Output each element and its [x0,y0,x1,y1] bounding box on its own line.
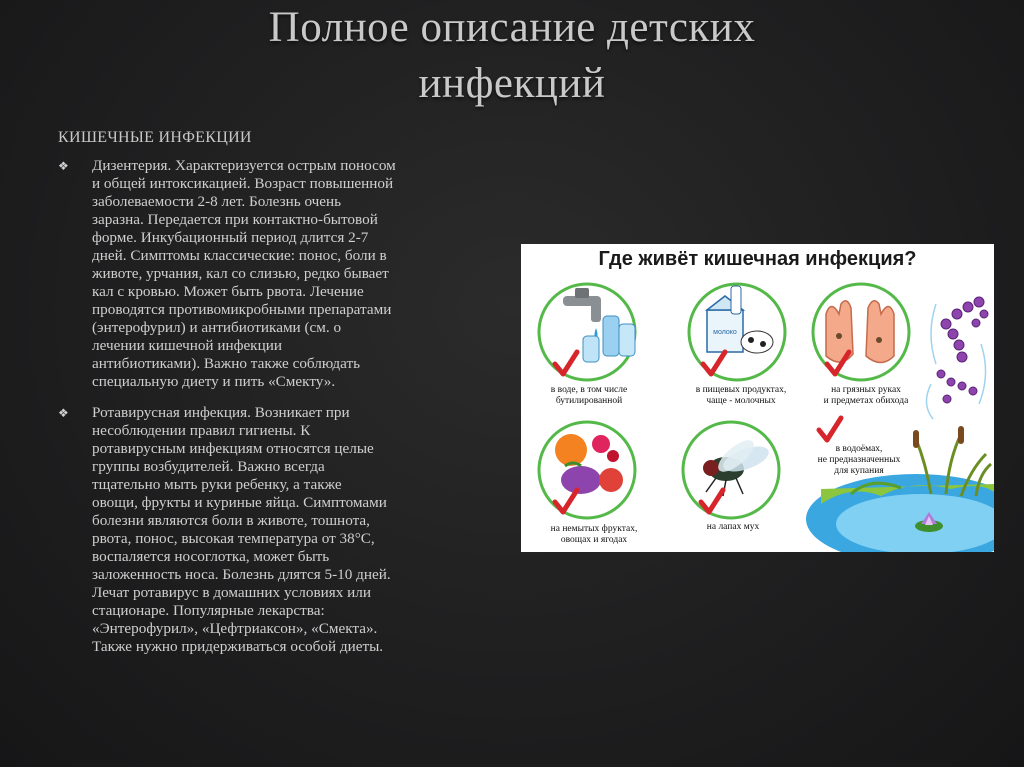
diamond-bullet-icon: ❖ [58,406,69,420]
diamond-bullet-icon: ❖ [58,159,69,173]
bacteria-icon [926,297,988,419]
caption-flies: на лапах мух [706,522,760,532]
caption-food: в пищевых продуктах, чаще - молочных [695,385,787,406]
check-icon [555,490,577,512]
slide-title [150,0,874,112]
fly-icon [703,435,772,496]
check-icon [703,352,725,374]
carton-label: молоко [713,329,737,336]
fruits-vegetables-icon [555,434,623,494]
caption-fruits: на немытых фруктах, овощах и ягодах [550,524,638,545]
check-icon [555,352,577,374]
title-line-1: Полное описание детских [268,4,756,51]
item-text: Дизентерия. Характеризуется острым поносом и общей интоксикацией. Возраст повышенной заболеваемости 2-8 лет. Болезнь очень заразна. Передается при контактно-бытовой форме. Инкубационный период длится 2-7 дней. Симптомы классические: понос, боли в животе, урчания, кал со слизью, редко бывает кал с кровью. Может быть рвота. Лечение проводятся противомикробными препаратами (энтерофурил) и антибиотиками (см. о лечении кишечной инфекции антибиотиками). Важно также соблюдать специальную диету и пить «Смекту». [92,157,396,390]
poster-title: Где живёт кишечная инфекция? [598,248,917,270]
section-heading: КИШЕЧНЫЕ ИНФЕКЦИИ [58,129,252,146]
caption-water: в воде, в том числе бутилированной [550,385,628,406]
milk-carton-icon [707,286,773,353]
item-text: Ротавирусная инфекция. Возникает при несоблюдении правил гигиены. К ротавирусным инфекциям относятся целые группы возбудителей. Важно всегда тщательно мыть руки ребенку, а также овощи, фрукты и куриные яйца. Симптомами болезни являются боли в животе, тошнота, рвота, понос, высокая температура от 38°C, воспаляется носоглотка, может быть заложенность носа. Болезнь длятся 5-10 дней. Лечат ротавирус в домашних условиях или стационаре. Популярные лекарства: «Энтерофурил», «Цефтриаксон», «Смекта». Также нужно придерживаться особой диеты. [92,404,391,655]
check-icon [701,490,723,512]
check-icon [819,418,841,440]
caption-hands: на грязных руках и предметах обихода [823,385,909,406]
title-line-2: инфекций [418,60,606,107]
infection-poster [521,244,994,552]
dirty-hands-icon [826,301,894,363]
list-item-rotavirus [58,404,498,656]
caption-ponds: в водоёмах, не предназначенных для купания [817,444,901,476]
list-item-dysentery [58,157,498,391]
water-tap-icon [563,288,635,362]
